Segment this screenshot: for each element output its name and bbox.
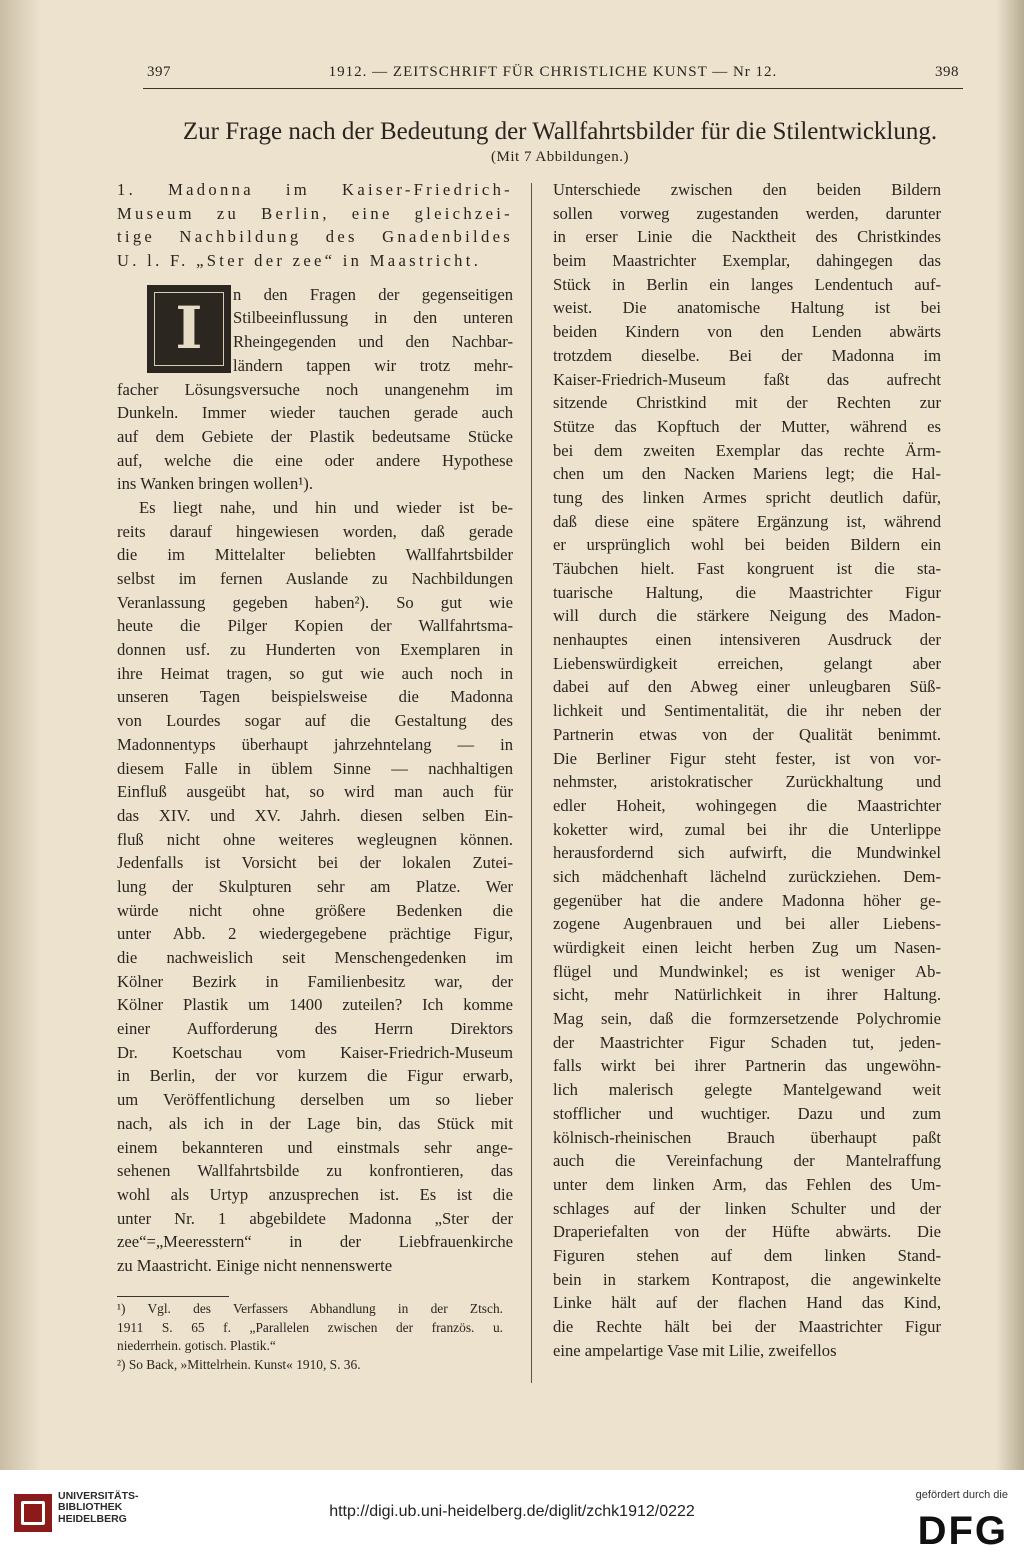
text-line: tuarische Haltung, die Maastrichter Figur xyxy=(553,582,941,602)
funding-note: gefördert durch die xyxy=(915,1489,1008,1501)
text-line: koketter wird, zumal bei ihr die Unterlippe xyxy=(553,819,941,839)
text-line: wohl als Urtyp anzusprechen ist. Es ist die xyxy=(117,1184,513,1204)
dfg-logo: DFG xyxy=(917,1509,1008,1553)
text-line: Madonnentyps überhaupt jahrzehntelang — in xyxy=(117,734,513,754)
running-header xyxy=(143,62,963,86)
footnote-rule xyxy=(117,1296,229,1297)
footnotes xyxy=(117,1300,503,1375)
text-line: kölnisch-rheinischen Brauch überhaupt paßt xyxy=(553,1127,941,1147)
text-line: Stück in Berlin ein langes Lendentuch auf- xyxy=(553,274,941,294)
text-line: diesem Falle in üblem Sinne — nachhaltigen xyxy=(117,758,513,778)
text-line: Linke hält auf der flachen Hand das Kind, xyxy=(553,1293,941,1313)
footnote-line: ¹) Vgl. des Verfassers Abhandlung in der Ztsch. xyxy=(117,1301,503,1316)
text-line: nach, als ich in der Lage bin, das Stück mit xyxy=(117,1113,513,1133)
text-line: die nachweislich seit Menschengedenken im xyxy=(117,948,513,967)
text-line: Die Berliner Figur steht fester, ist von vor- xyxy=(553,748,941,768)
text-line: nehmster, aristokratischer Zurückhaltung und xyxy=(553,772,941,792)
page-number-right: 398 xyxy=(935,64,959,80)
text-line: zogene Augenbrauen und bei aller Liebens- xyxy=(553,914,941,934)
text-line: sollen vorweg zugestanden werden, darunter xyxy=(553,203,941,223)
caption-line: 1. Madonna im Kaiser-Friedrich- xyxy=(117,180,513,199)
header-rule xyxy=(143,88,963,89)
text-line: chen um den Nacken Mariens legt; die Hal- xyxy=(553,464,941,484)
caption-line: tige Nachbildung des Gnadenbildes xyxy=(117,227,513,247)
article-subtitle: (Mit 7 Abbildungen.) xyxy=(491,149,629,165)
text-line: die Rechte hält bei der Maastrichter Figur xyxy=(553,1317,941,1336)
text-line: Stütze das Kopftuch der Mutter, während es xyxy=(553,416,941,436)
text-line: dabei auf den Abweg einer unleugbaren Süß- xyxy=(553,677,941,697)
text-line: Mag sein, daß die formzersetzende Polychromie xyxy=(553,1009,941,1029)
text-line: heute die Pilger Kopien der Wallfahrtsma- xyxy=(117,616,513,636)
right-column xyxy=(553,178,941,1362)
text-line: Liebenswürdigkeit erreichen, gelangt aber xyxy=(553,653,941,673)
footnote-line: 1911 S. 65 f. „Parallelen zwischen der französ. u. xyxy=(117,1319,503,1335)
page-edge-shadow-right xyxy=(996,0,1024,1470)
caption-line: U. l. F. „Ster der zee“ in Maastricht. xyxy=(117,251,482,271)
library-name-line: HEIDELBERG xyxy=(58,1512,127,1525)
text-line: würdigkeit einen leicht herben Zug um Nasen- xyxy=(553,938,941,957)
text-line: unter Abb. 2 wiedergegebene prächtige Figur, xyxy=(117,924,513,944)
page-number-left: 397 xyxy=(147,64,171,80)
text-line: edler Hoheit, wohingegen die Maastrichter xyxy=(553,795,941,815)
text-line: nenhauptes einen intensiveren Ausdruck der xyxy=(553,630,941,650)
text-line: ihre Heimat tragen, so gut wie auch noch in xyxy=(117,663,513,683)
text-line: falls wirkt bei ihrer Partnerin das ungewöhn- xyxy=(553,1056,941,1076)
text-line: fluß nicht ohne weiteres wegleugnen können. xyxy=(117,829,513,849)
article-title: Zur Frage nach der Bedeutung der Wallfahrtsbilder für die Stilentwicklung. xyxy=(182,118,938,145)
library-name-line: UNIVERSITÄTS- xyxy=(58,1490,139,1502)
text-line: bein in starkem Kontrapost, die angewinkelte xyxy=(553,1269,941,1289)
text-line: bei dem zweiten Exemplar das rechte Ärm- xyxy=(553,440,941,460)
footnote-line: ²) So Back, »Mittelrhein. Kunst« 1910, S. 36. xyxy=(117,1357,361,1373)
text-line: beim Maastrichter Exemplar, dahingegen das xyxy=(553,251,941,271)
text-line: ins Wanken bringen wollen¹). xyxy=(117,474,313,494)
text-line: Veranlassung gegeben haben²). So gut wie xyxy=(117,592,513,612)
text-line: einem bekannteren und einstmals sehr ange- xyxy=(117,1137,513,1157)
text-line: der Maastrichter Figur Schaden tut, jeden- xyxy=(553,1032,941,1052)
text-line: Einfluß ausgeübt hat, so wird man auch für xyxy=(117,782,513,802)
text-line: auch die Vereinfachung der Mantelraffung xyxy=(553,1151,941,1171)
text-line: Kaiser-Friedrich-Museum faßt das aufrecht xyxy=(553,369,941,389)
footnote-line: niederrhein. gotisch. Plastik.“ xyxy=(117,1338,276,1354)
text-line: zee“=„Meeresstern“ in der Liebfrauenkirche xyxy=(117,1232,513,1252)
text-line: selbst im fernen Auslande zu Nachbildungen xyxy=(117,569,513,588)
text-line: flügel und Mundwinkel; es ist weniger Ab- xyxy=(553,961,941,981)
text-line: Kölner Plastik um 1400 zuteilen? Ich komme xyxy=(117,995,513,1015)
text-line: Jedenfalls ist Vorsicht bei der lokalen Zutei- xyxy=(117,853,513,873)
text-line: schlages auf der linken Schulter und der xyxy=(553,1198,941,1218)
text-line: zu Maastricht. Einige nicht nennenswerte xyxy=(117,1255,393,1275)
text-line: reits darauf hingewiesen worden, daß gerade xyxy=(117,521,513,541)
figure-caption xyxy=(117,178,513,273)
ornamental-initial xyxy=(147,285,231,373)
text-line: sicht, mehr Natürlichkeit in ihrer Haltung. xyxy=(553,985,941,1005)
page-edge-shadow-left xyxy=(0,0,40,1470)
text-line: Täubchen hielt. Fast kongruent ist die sta- xyxy=(553,559,941,578)
text-line: Stilbeeinflussung in den unteren xyxy=(233,308,513,328)
text-line: Es liegt nahe, und hin und wieder ist be- xyxy=(139,497,513,517)
text-line: daß diese eine spätere Ergänzung ist, während xyxy=(553,511,941,531)
text-line: lich malerisch gelegte Mantelgewand weit xyxy=(553,1080,941,1100)
text-line: trotzdem dieselbe. Bei der Madonna im xyxy=(553,345,941,365)
text-line: ländern tappen wir trotz mehr- xyxy=(233,355,513,375)
text-line: n den Fragen der gegenseitigen xyxy=(233,284,513,304)
text-line: will durch die stärkere Neigung des Madon- xyxy=(553,606,941,626)
permalink-url[interactable]: http://digi.ub.uni-heidelberg.de/diglit/zchk1912/0222 xyxy=(329,1503,695,1520)
text-line: sitzende Christkind mit der Rechten zur xyxy=(553,393,941,413)
text-line: herausfordernd sich aufwirft, die Mundwinkel xyxy=(553,843,941,863)
text-line: sich mädchenhaft lächelnd zurückziehen. Dem- xyxy=(553,866,941,886)
text-line: würde nicht ohne größere Bedenken die xyxy=(117,900,513,920)
text-line: einer Aufforderung des Herrn Direktors xyxy=(117,1019,513,1039)
text-line: Dunkeln. Immer wieder tauchen gerade auch xyxy=(117,403,513,423)
text-line: tung des linken Armes spricht deutlich dafür, xyxy=(553,487,941,507)
text-line: Kölner Bezirk in Familienbesitz war, der xyxy=(117,971,513,991)
text-line: von Lourdes sogar auf die Gestaltung des xyxy=(117,711,513,731)
text-line: in erser Linie die Nacktheit des Christkindes xyxy=(553,227,941,247)
library-name-line: BIBLIOTHEK xyxy=(58,1501,123,1514)
text-line: Draperiefalten von der Hüfte abwärts. Die xyxy=(553,1222,941,1242)
text-line: Rheingegenden und den Nachbar- xyxy=(233,332,513,352)
text-line: Figuren stehen auf dem linken Stand- xyxy=(553,1245,941,1265)
text-line: Unterschiede zwischen den beiden Bildern xyxy=(553,180,941,199)
text-line: Dr. Koetschau vom Kaiser-Friedrich-Museum xyxy=(117,1042,513,1062)
text-line: Partnerin etwas von der Qualität benimmt. xyxy=(553,724,941,744)
text-line: stofflicher und wuchtiger. Dazu und zum xyxy=(553,1103,941,1123)
text-line: weist. Die anatomische Haltung ist bei xyxy=(553,298,941,318)
text-line: donnen usf. zu Hunderten von Exemplaren in xyxy=(117,640,513,660)
text-line: unter dem linken Arm, das Fehlen des Um- xyxy=(553,1174,941,1194)
column-divider xyxy=(531,183,532,1383)
text-line: eine ampelartige Vase mit Lilie, zweifellos xyxy=(553,1340,837,1360)
text-line: lichkeit und Sentimentalität, die ihr neben der xyxy=(553,701,941,721)
text-line: er ursprünglich wohl bei beiden Bildern ein xyxy=(553,535,941,555)
text-line: unter Nr. 1 abgebildete Madonna „Ster der xyxy=(117,1208,513,1228)
text-line: facher Lösungsversuche noch unangenehm im xyxy=(117,379,513,399)
text-line: lung der Skulpturen sehr am Platze. Wer xyxy=(117,876,513,896)
text-line: sehenen Wallfahrtsbilde zu konfrontieren, das xyxy=(117,1161,513,1181)
text-line: beiden Kindern von den Lenden abwärts xyxy=(553,322,941,342)
text-line: um Veröffentlichung derselben um so lieber xyxy=(117,1090,513,1110)
caption-line: Museum zu Berlin, eine gleichzei- xyxy=(117,203,513,223)
text-line: in Berlin, der vor kurzem die Figur erwarb, xyxy=(117,1066,513,1086)
text-line: auf, welche die eine oder andere Hypothese xyxy=(117,450,513,470)
text-line: die im Mittelalter beliebten Wallfahrtsbilder xyxy=(117,545,513,565)
text-line: unseren Tagen beispielsweise die Madonna xyxy=(117,687,513,707)
initial-letter: I xyxy=(175,294,203,362)
left-column-body xyxy=(117,378,513,1278)
text-line: auf dem Gebiete der Plastik bedeutsame Stücke xyxy=(117,426,513,446)
text-line: gegenüber hat die andere Madonna höher ge- xyxy=(553,890,941,910)
text-line: das XIV. und XV. Jahrh. diesen selben Ein- xyxy=(117,805,513,825)
journal-header-title: 1912. — ZEITSCHRIFT FÜR CHRISTLICHE KUNST — Nr 12. xyxy=(328,64,778,80)
